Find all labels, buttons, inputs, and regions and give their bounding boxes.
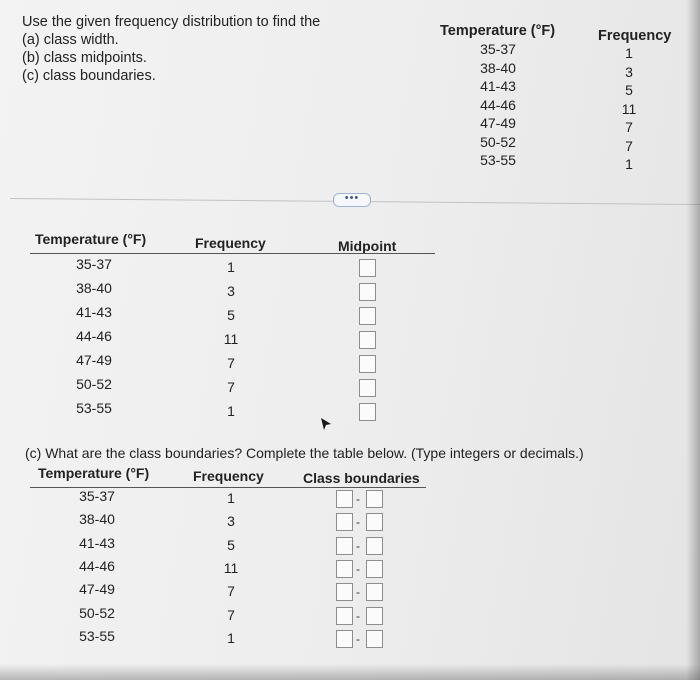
- upper-boundary-input-box[interactable]: [366, 513, 383, 531]
- boundaries-table-header-boundaries: Class boundaries: [303, 470, 420, 486]
- question-part-b: (b) class midpoints.: [22, 50, 147, 66]
- question-intro: Use the given frequency distribution to find the: [22, 14, 321, 30]
- upper-boundary-input-box[interactable]: [366, 607, 383, 625]
- boundaries-table-class-cell: 53-55: [79, 628, 115, 644]
- boundary-separator: -: [356, 585, 360, 599]
- midpoint-input-box[interactable]: [359, 379, 376, 397]
- data-table-header-temperature: Temperature (°F): [440, 23, 556, 39]
- data-table-class-cell: 47-49: [480, 115, 516, 131]
- midpoint-table-frequency-cell: 3: [227, 283, 235, 299]
- boundaries-table-class-cell: 44-46: [79, 558, 115, 574]
- data-table-class-cell: 53-55: [480, 152, 516, 168]
- midpoint-input-box[interactable]: [359, 307, 376, 325]
- midpoint-table-header-rule: [30, 253, 435, 254]
- upper-boundary-input-box[interactable]: [366, 537, 383, 555]
- data-table-frequencies: [614, 44, 644, 174]
- lower-boundary-input-box[interactable]: [336, 513, 353, 531]
- mouse-cursor-icon: [320, 417, 332, 431]
- data-table-class-cell: 50-52: [480, 133, 516, 150]
- midpoint-input-box[interactable]: [359, 331, 376, 349]
- midpoint-table-header-temperature: Temperature (°F): [35, 231, 147, 247]
- boundaries-table-header-temperature: Temperature (°F): [38, 465, 150, 481]
- boundaries-table-frequency-cell: 1: [227, 630, 235, 646]
- boundaries-table-class-cell: 50-52: [79, 605, 115, 621]
- data-table-frequency-cell: 11: [621, 100, 637, 117]
- data-table-class-cell: 35-37: [480, 41, 516, 57]
- lower-boundary-input-box[interactable]: [336, 630, 353, 648]
- midpoint-table-class-cell: 35-37: [76, 256, 112, 272]
- lower-boundary-input-box[interactable]: [336, 490, 353, 508]
- data-table-class-cell: 41-43: [480, 78, 516, 94]
- boundaries-table-header-frequency: Frequency: [193, 468, 264, 484]
- midpoint-input-box[interactable]: [359, 259, 376, 277]
- midpoint-table-frequency-cell: 7: [227, 355, 235, 371]
- boundary-separator: -: [356, 609, 360, 623]
- data-table-frequency-cell: 1: [625, 45, 633, 61]
- data-table-header-frequency: Frequency: [598, 28, 672, 44]
- lower-boundary-input-box[interactable]: [336, 583, 353, 601]
- boundaries-table-frequency-cell: 5: [227, 537, 235, 553]
- midpoint-table-frequency-cell: 1: [227, 259, 235, 275]
- midpoint-input-box[interactable]: [359, 403, 376, 421]
- upper-boundary-input-box[interactable]: [366, 490, 383, 508]
- data-table-frequency-cell: 7: [625, 137, 633, 154]
- expand-more-button[interactable]: •••: [333, 193, 371, 207]
- boundaries-table-frequency-cell: 11: [223, 560, 239, 576]
- data-table-frequency-cell: 7: [625, 119, 633, 135]
- boundaries-table-class-cell: 47-49: [79, 581, 115, 597]
- midpoint-table-frequency-cell: 5: [227, 307, 235, 323]
- midpoint-input-box[interactable]: [359, 283, 376, 301]
- boundaries-table-class-cell: 38-40: [79, 511, 115, 527]
- lower-boundary-input-box[interactable]: [336, 537, 353, 555]
- boundaries-table-frequency-cell: 1: [227, 490, 235, 506]
- question-part-a: (a) class width.: [22, 32, 119, 48]
- midpoint-table-class-cell: 44-46: [76, 328, 112, 344]
- lower-boundary-input-box[interactable]: [336, 560, 353, 578]
- midpoint-table-frequency-cell: 7: [227, 379, 235, 395]
- boundaries-table-class-cell: 41-43: [79, 535, 115, 551]
- data-table-frequency-cell: 3: [625, 63, 633, 80]
- midpoint-table-frequency-cell: 1: [227, 403, 235, 419]
- data-table-frequency-cell: 1: [625, 156, 633, 172]
- midpoint-table-class-cell: 47-49: [76, 352, 112, 368]
- boundary-separator: -: [356, 515, 360, 529]
- data-table-classes: [468, 40, 528, 170]
- midpoint-table-class-cell: 41-43: [76, 304, 112, 320]
- boundaries-table-frequency-cell: 7: [227, 607, 235, 623]
- upper-boundary-input-box[interactable]: [366, 560, 383, 578]
- boundary-separator: -: [356, 492, 360, 506]
- data-table-class-cell: 38-40: [480, 59, 516, 76]
- lower-boundary-input-box[interactable]: [336, 607, 353, 625]
- boundaries-table-frequency-cell: 3: [227, 513, 235, 529]
- boundaries-table-frequency-cell: 7: [227, 583, 235, 599]
- screen-edge-shadow-bottom: [0, 664, 700, 680]
- data-table-frequency-cell: 5: [625, 82, 633, 98]
- midpoint-table-class-cell: 50-52: [76, 376, 112, 392]
- boundary-separator: -: [356, 632, 360, 646]
- boundary-separator: -: [356, 562, 360, 576]
- screen-edge-shadow-right: [686, 0, 700, 680]
- midpoint-table-header-frequency: Frequency: [195, 235, 266, 251]
- midpoint-table-class-cell: 53-55: [76, 400, 112, 416]
- upper-boundary-input-box[interactable]: [366, 630, 383, 648]
- midpoint-table-header-midpoint: Midpoint: [338, 238, 397, 254]
- midpoint-table-frequency-cell: 11: [223, 331, 239, 347]
- midpoint-input-box[interactable]: [359, 355, 376, 373]
- upper-boundary-input-box[interactable]: [366, 583, 383, 601]
- boundaries-table-class-cell: 35-37: [79, 488, 115, 504]
- midpoint-table-class-cell: 38-40: [76, 280, 112, 296]
- part-c-prompt: (c) What are the class boundaries? Complete the table below. (Type integers or decimals.): [25, 445, 584, 461]
- boundary-separator: -: [356, 539, 360, 553]
- data-table-class-cell: 44-46: [480, 96, 516, 113]
- question-part-c: (c) class boundaries.: [22, 68, 156, 84]
